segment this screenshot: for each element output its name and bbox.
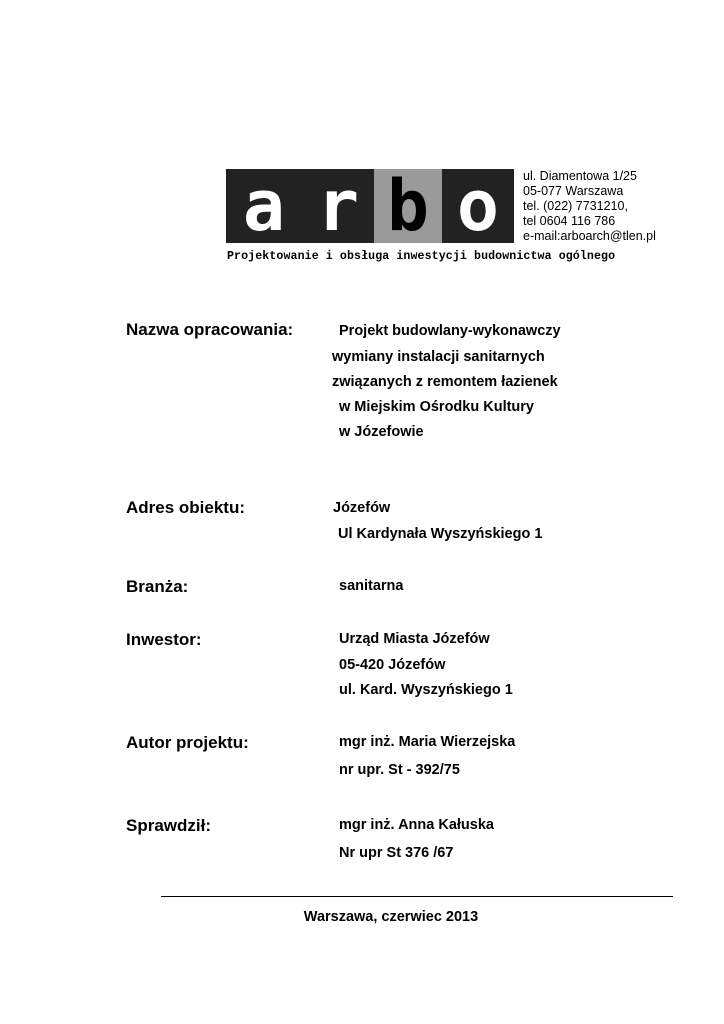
logo-letter-a: a [226, 169, 302, 243]
label-sprawdzil: Sprawdził: [126, 816, 212, 835]
contact-email: e-mail:arboarch@tlen.pl [523, 229, 656, 243]
arbo-logo [226, 165, 514, 247]
label-adres: Adres obiektu: [126, 498, 246, 517]
inwestor-line-3: ul. Kard. Wyszyńskiego 1 [339, 682, 513, 698]
nazwa-line-4: w Miejskim Ośrodku Kultury [339, 399, 534, 415]
adres-line-1: Józefów [333, 500, 391, 516]
inwestor-line-2: 05-420 Józefów [339, 657, 446, 673]
sprawdzil-line-1: mgr inż. Anna Kałuska [339, 817, 494, 833]
logo-letter-r: r [302, 169, 374, 243]
nazwa-line-2: wymiany instalacji sanitarnych [332, 349, 545, 365]
footer-place-date [0, 909, 724, 925]
adres-line-2: Ul Kardynała Wyszyńskiego 1 [338, 526, 543, 542]
contact-mobile: tel 0604 116 786 [523, 214, 616, 228]
company-tagline: Projektowanie i obsługa inwestycji budownictwa ogólnego [227, 250, 616, 263]
contact-city: 05-077 Warszawa [523, 184, 624, 198]
footer-divider [161, 896, 673, 897]
nazwa-line-5: w Józefowie [339, 424, 424, 440]
logo-letter-o: o [442, 169, 514, 243]
logo-letter-b: b [374, 169, 442, 243]
nazwa-line-1: Projekt budowlany-wykonawczy [339, 323, 561, 339]
contact-address: ul. Diamentowa 1/25 [523, 169, 637, 183]
label-inwestor: Inwestor: [126, 630, 202, 649]
footer-place-date-text: Warszawa, czerwiec 2013 [303, 909, 479, 925]
label-nazwa: Nazwa opracowania: [126, 320, 294, 339]
label-autor: Autor projektu: [126, 733, 249, 752]
nazwa-line-3: związanych z remontem łazienek [332, 374, 558, 390]
autor-line-1: mgr inż. Maria Wierzejska [339, 734, 516, 750]
sprawdzil-line-2: Nr upr St 376 /67 [339, 845, 454, 861]
inwestor-line-1: Urząd Miasta Józefów [339, 631, 490, 647]
autor-line-2: nr upr. St - 392/75 [339, 762, 460, 778]
label-branza: Branża: [126, 577, 189, 596]
branza-line-1: sanitarna [339, 578, 404, 594]
contact-phone: tel. (022) 7731210, [523, 199, 628, 213]
company-contact [523, 169, 656, 244]
